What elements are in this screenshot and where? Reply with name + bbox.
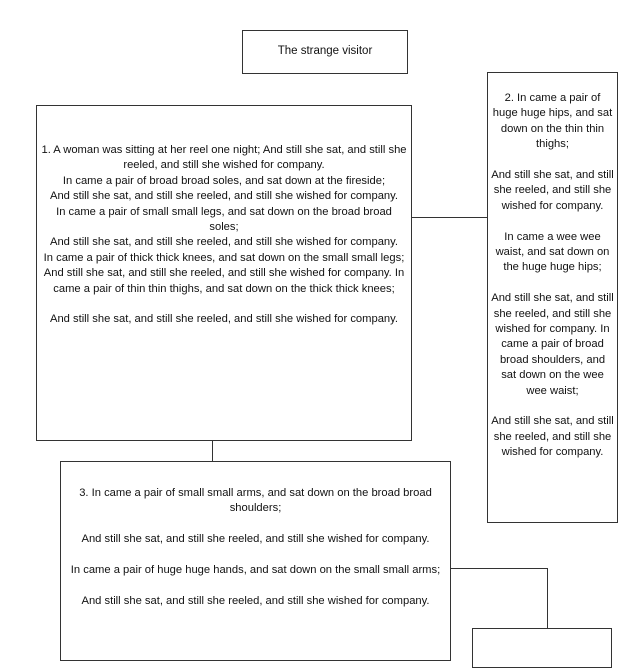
connector-box1-box3 (212, 441, 213, 461)
connector-box1-box2 (412, 217, 487, 218)
story-line: And still she sat, and still she reeled, and still she wished for company. (491, 169, 614, 212)
story-line: In came a pair of huge huge hands, and sat down on the small small arms; (70, 564, 441, 576)
story-line: And still she sat, and still she reeled, and still she wished for company. (81, 594, 430, 607)
story-line: And still she sat, and still she reeled, and still she wished for company. (81, 533, 430, 546)
connector-box3-box4-horizontal (451, 568, 548, 569)
story-line: And still she sat, and still she reeled, and still she wished for company. (49, 313, 399, 326)
story-box-4 (472, 628, 612, 668)
story-line: In came a wee wee waist, and sat down on the huge huge hips; (495, 230, 610, 274)
story-line: In came a pair of thick thick knees, and sat down on the small small legs; (43, 251, 405, 264)
diagram-title-box (242, 30, 408, 74)
line-gap (491, 399, 614, 414)
story-line: And still she sat, and still she reeled, and still she wished for company. In came a pair of broad broad shoulders, and sat down on the wee wee waist; (491, 292, 614, 397)
story-line: 2. In came a pair of huge huge hips, and sat down on the thin thin thighs; (492, 92, 613, 151)
connector-box3-box4-vertical (547, 568, 548, 628)
line-gap (491, 276, 614, 291)
story-box-3 (60, 461, 451, 661)
story-line: 3. In came a pair of small small arms, and sat down on the broad broad shoulders; (79, 487, 432, 515)
story-line: In came a pair of small small legs, and sat down on the broad broad soles; (56, 205, 392, 234)
story-box-2 (487, 72, 618, 523)
line-gap (67, 578, 444, 593)
story-line: And still she sat, and still she reeled, and still she wished for company. (491, 415, 614, 459)
line-gap (491, 214, 614, 229)
story-line: And still she sat, and still she reeled, and still she wished for company. In came a pair of thin thin thighs, and sat down on the thick thick knees; (43, 267, 405, 295)
story-line: 1. A woman was sitting at her reel one night; And still she sat, and still she reeled, and still she wished for company. (41, 144, 407, 172)
line-gap (67, 517, 444, 532)
line-gap (67, 548, 444, 563)
story-line: In came a pair of broad broad soles, and sat down at the fireside; (62, 174, 386, 187)
story-box-1 (36, 105, 412, 441)
story-line: And still she sat, and still she reeled, and still she wished for company. (49, 236, 399, 249)
line-gap (41, 297, 407, 312)
diagram-title: The strange visitor (277, 45, 373, 58)
story-line: And still she sat, and still she reeled, and still she wished for company. (49, 190, 399, 203)
line-gap (491, 153, 614, 168)
